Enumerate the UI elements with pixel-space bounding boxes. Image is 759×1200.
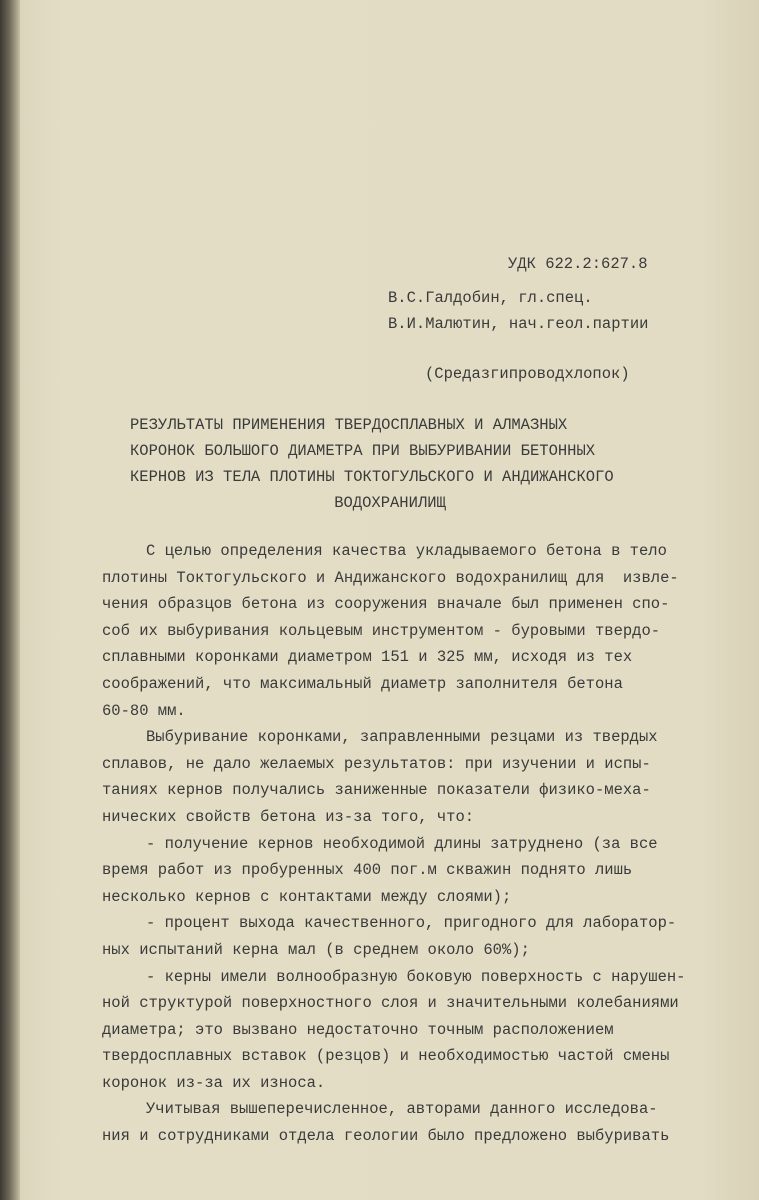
text-line: плотины Токтогульского и Андижанского водохранилищ для извле- bbox=[102, 568, 679, 587]
text-line: ния и сотрудниками отдела геологии было предложено выбуривать bbox=[102, 1127, 670, 1146]
udk-code: УДК 622.2:627.8 bbox=[508, 255, 648, 273]
binding-edge bbox=[0, 0, 20, 1200]
text-line: сплавов, не дало желаемых результатов: при изучении и испы- bbox=[102, 754, 651, 773]
organization: (Средазгипроводхлопок) bbox=[425, 365, 630, 383]
text-line: коронок из-за их износа. bbox=[102, 1073, 326, 1092]
list-item-line: - процент выхода качественного, пригодного для лаборатор- bbox=[146, 914, 677, 933]
text-line: ных испытаний керна мал (в среднем около 60%); bbox=[102, 940, 530, 959]
text-line: ной структурой поверхностного слоя и значительными колебаниями bbox=[102, 994, 679, 1013]
text-line: Выбуривание коронками, заправленными резцами из твердых bbox=[146, 728, 658, 747]
text-line: нических свойств бетона из-за того, что: bbox=[102, 807, 475, 826]
text-line: таниях кернов получались заниженные показатели физико-меха- bbox=[102, 781, 651, 800]
text-line: диаметра; это вызвано недостаточно точным расположением bbox=[102, 1020, 614, 1039]
list-item-line: - керны имели волнообразную боковую поверхность с нарушен- bbox=[146, 967, 686, 986]
text-line: несколько кернов с контактами между слоями); bbox=[102, 887, 512, 906]
text-line: соображений, что максимальный диаметр заполнителя бетона bbox=[102, 674, 623, 693]
author-1: В.С.Галдобин, гл.спец. bbox=[388, 289, 593, 307]
title-line: ВОДОХРАНИЛИЩ bbox=[334, 494, 446, 512]
text-line: время работ из пробуренных 400 пог.м скважин поднято лишь bbox=[102, 861, 633, 880]
text-line: чения образцов бетона из сооружения вначале был применен спо- bbox=[102, 595, 670, 614]
text-line: соб их выбуривания кольцевым инструментом - буровыми твердо- bbox=[102, 621, 661, 640]
text-line: твердосплавных вставок (резцов) и необходимостью частой смены bbox=[102, 1047, 670, 1066]
text-line: С целью определения качества укладываемого бетона в тело bbox=[146, 542, 667, 560]
title-line: КЕРНОВ ИЗ ТЕЛА ПЛОТИНЫ ТОКТОГУЛЬСКОГО И АНДИЖАНСКОГО bbox=[130, 468, 614, 486]
list-item-line: - получение кернов необходимой длины затруднено (за все bbox=[146, 834, 658, 853]
title-line: РЕЗУЛЬТАТЫ ПРИМЕНЕНИЯ ТВЕРДОСПЛАВНЫХ И АЛМАЗНЫХ bbox=[130, 416, 568, 434]
text-line: Учитывая вышеперечисленное, авторами данного исследова- bbox=[146, 1100, 658, 1119]
title-line: КОРОНОК БОЛЬШОГО ДИАМЕТРА ПРИ ВЫБУРИВАНИИ БЕТОННЫХ bbox=[130, 442, 596, 460]
author-2: В.И.Малютин, нач.геол.партии bbox=[388, 315, 649, 333]
body-text bbox=[102, 538, 732, 1150]
paper-title bbox=[130, 412, 690, 516]
text-line: 60-80 мм. bbox=[102, 701, 186, 720]
text-line: сплавными коронками диаметром 151 и 325 мм, исходя из тех bbox=[102, 648, 633, 667]
